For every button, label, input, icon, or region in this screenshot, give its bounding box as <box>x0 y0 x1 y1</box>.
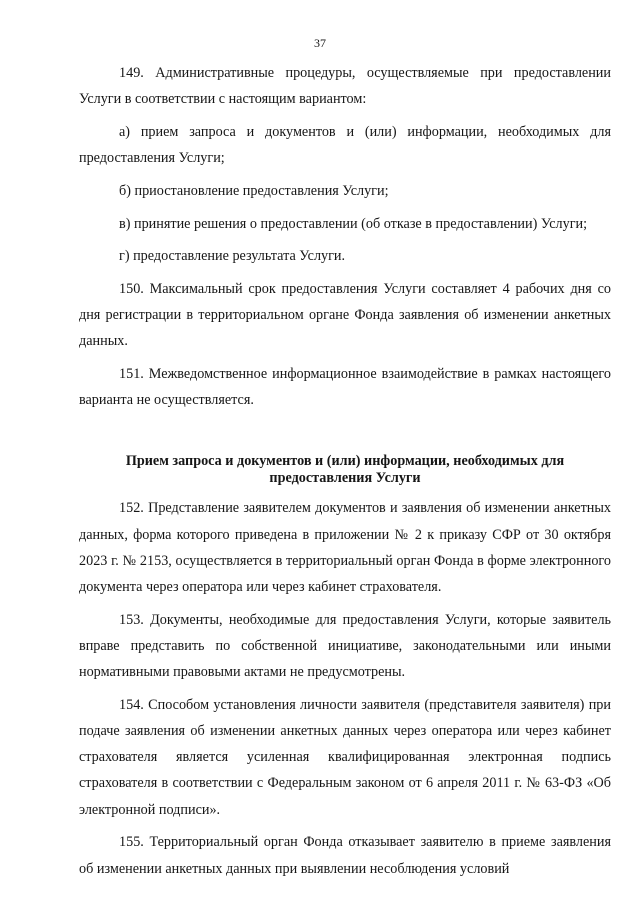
section-heading: Прием запроса и документов и (или) информации, необходимых для предоставления Услуги <box>125 453 565 487</box>
paragraph-151: 151. Межведомственное информационное взаимодействие в рамках настоящего варианта не осуществляется. <box>79 366 611 409</box>
page-number: 37 <box>314 36 326 50</box>
list-item-v: в) принятие решения о предоставлении (об отказе в предоставлении) Услуги; <box>119 215 588 232</box>
paragraph-155: 155. Территориальный орган Фонда отказывает заявителю в приеме заявления об изменении анкетных данных при выявлении несоблюдения условий <box>79 834 611 877</box>
document-body <box>79 60 611 888</box>
list-item-b: б) приостановление предоставления Услуги; <box>119 182 389 199</box>
paragraph-154: 154. Способом установления личности заявителя (представителя заявителя) при подаче заявления об изменении анкетных данных через оператора или через кабинет страхователя является усиленная квалифицированная электронная подпись страхователя в соответствии с Федеральным законом от 6 апреля 2011 г. № 63-ФЗ «Об электронной подписи». <box>79 696 611 818</box>
list-item-g: г) предоставление результата Услуги. <box>119 248 346 265</box>
list-item-a: а) прием запроса и документов и (или) информации, необходимых для предоставления Услуги; <box>79 123 611 167</box>
paragraph-153: 153. Документы, необходимые для предоставления Услуги, которые заявитель вправе представить по собственной инициативе, законодательными или иными нормативными правовыми актами не предусмотрены. <box>79 611 611 681</box>
paragraph-150: 150. Максимальный срок предоставления Услуги составляет 4 рабочих дня со дня регистрации в территориальном органе Фонда заявления об изменении анкетных данных. <box>79 280 611 350</box>
paragraph-149: 149. Административные процедуры, осуществляемые при предоставлении Услуги в соответствии с настоящим вариантом: <box>79 65 611 108</box>
paragraph-152: 152. Представление заявителем документов и заявления об изменении анкетных данных, форма которого приведена в приложении № 2 к приказу СФР от 30 октября 2023 г. № 2153, осуществляется в территориальный орган Фонда в форме электронного документа через оператора или через кабинет страхователя. <box>79 500 611 596</box>
